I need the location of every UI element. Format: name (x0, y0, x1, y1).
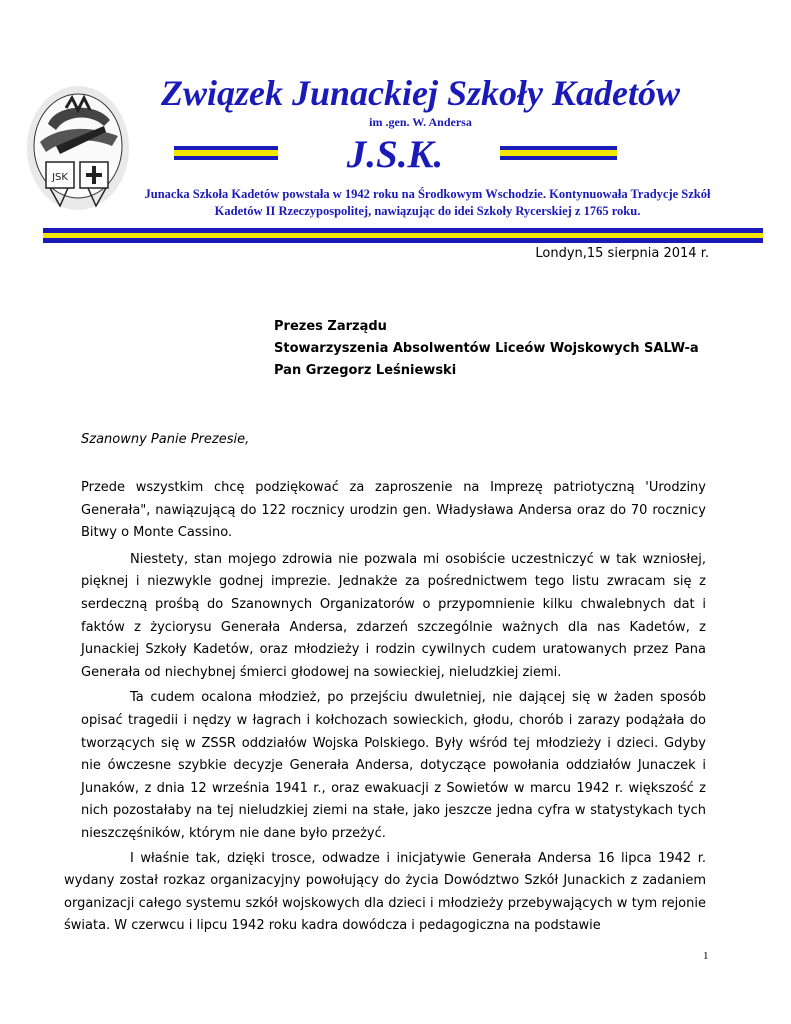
letterhead-divider (43, 228, 763, 243)
organization-acronym: J.S.K. (346, 133, 444, 176)
jsk-emblem-logo (26, 84, 130, 212)
letterhead-intro: Junacka Szkoła Kadetów powstała w 1942 roku na Środkowym Wschodzie. Kontynuowała Tradycje Szkół Kadetów II Rzeczypospolitej, nawiązując do idei Szkoły Rycerskiej z 1765 roku. (144, 187, 711, 218)
paragraph: Niestety, stan mojego zdrowia nie pozwala mi osobiście uczestniczyć w tak wzniosłej, pięknej i niezwykle godnej imprezie. Jednakże za pośrednictwem tego listu zwracam się z serdeczną prośbą do Szanownych Organizatorów o przypomnienie kilku chwalebnych dat i faktów z życiorysu Generała Andersa, zdarzeń szczególnie ważnych dla nas Kadetów, z Junackiej Szkoły Kadetów, oraz młodzieży i rodzin cywilnych cudem uratowanych przez Pana Generała od niechybnej śmierci głodowej na sowieckiej, nieludzkiej ziemi. (81, 551, 706, 680)
recipient-line-2: Stowarzyszenia Absolwentów Liceów Wojskowych SALW-a (274, 341, 699, 356)
recipient-block (274, 316, 699, 382)
organization-title: Związek Junackiej Szkoły Kadetów (160, 73, 680, 113)
paragraph: Przede wszystkim chcę podziękować za zaproszenie na Imprezę patriotyczną 'Urodziny Generała", nawiązującą do 122 rocznicy urodzin gen. Władysława Andersa oraz do 70 rocznicy Bitwy o Monte Cassino. (81, 480, 706, 541)
recipient-line-1: Prezes Zarządu (274, 319, 387, 334)
flag-stripe-left (174, 146, 278, 160)
logo-lettering: JSK (52, 172, 68, 183)
flag-stripe-right (500, 146, 617, 160)
page-number: 1 (703, 950, 709, 962)
letter-date: Londyn,15 sierpnia 2014 r. (535, 246, 709, 261)
paragraph: I właśnie tak, dzięki trosce, odwadze i inicjatywie Generała Andersa 16 lipca 1942 r. wydany został rozkaz organizacyjny powołujący do życia Dowództwo Szkół Junackich z zadaniem organizacji całego systemu szkół wojskowych dla dzieci i młodzieży przebywających w tym rejonie świata. W czerwcu i lipcu 1942 roku kadra dowódcza i pedagogiczna na podstawie (64, 850, 706, 934)
patron-subtitle: im .gen. W. Andersa (369, 115, 472, 129)
letter-body (64, 477, 706, 938)
recipient-line-3: Pan Grzegorz Leśniewski (274, 363, 457, 378)
paragraph: Ta cudem ocalona młodzież, po przejściu dwuletniej, nie dającej się w żaden sposób opisać tragedii i nędzy w łagrach i kołchozach sowieckich, głodu, chorób i zarazy podążała do tworzących się w ZSSR oddziałów Wojska Polskiego. Były wśród tej młodzieży i dzieci. Gdyby nie ówczesne szybkie decyzje Generała Andersa, dotyczące powołania oddziałów Junaczek i Junaków, z dnia 12 września 1941 r., oraz ewakuacji z Sowietów w marcu 1942 r. większość z nich pozostałaby na tej nieludzkiej ziemi na stałe, jako jeszcze jedna cyfra w statystykach tych nieszczęśników, którym nie dane było przeżyć. (81, 690, 706, 841)
salutation: Szanowny Panie Prezesie, (81, 432, 250, 447)
